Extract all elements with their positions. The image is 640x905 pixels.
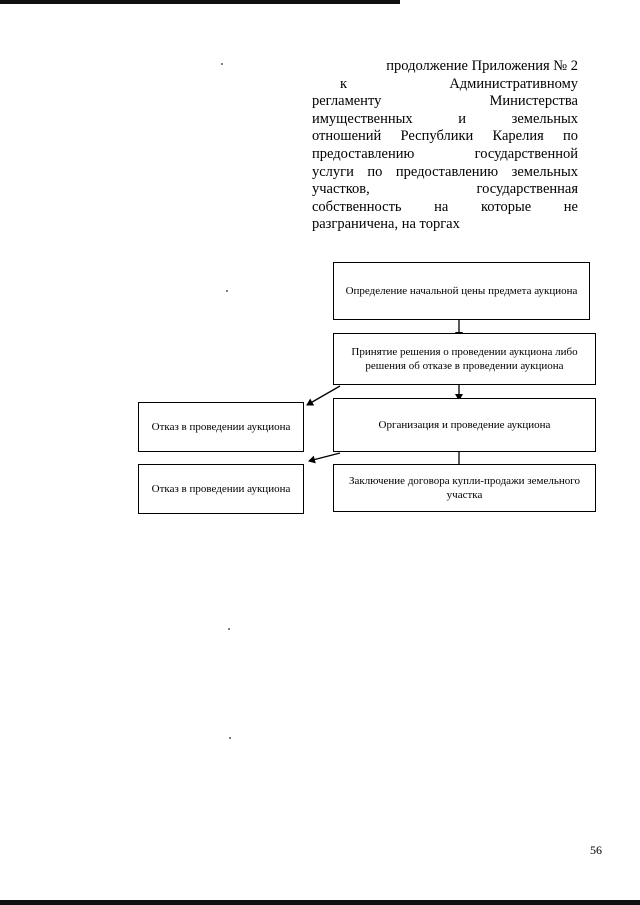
heading-line: продолжение Приложения № 2 [386, 58, 578, 74]
refusal-label: Отказ в проведении аукциона [151, 483, 291, 495]
step-label: Организация и проведение аукциона [378, 419, 551, 431]
step-conclude-contract [333, 464, 596, 512]
heading-line: имущественных и земельных [312, 110, 578, 127]
step-label: Принятие решения о проведении аукциона либо решения об отказе в проведении аукциона [351, 346, 578, 372]
step-label: Определение начальной цены предмета аукциона [345, 285, 578, 297]
heading-line: предоставлению государственной [312, 145, 578, 162]
heading-line: разграничена, на торгах [312, 216, 460, 233]
page-number: 56 [590, 843, 602, 857]
heading-line: отношений Республики Карелия по [312, 128, 578, 145]
heading-line: регламенту Министерства [312, 93, 578, 110]
heading-line: услуги по предоставлению земельных [312, 163, 578, 180]
heading-line: к Административному [340, 75, 578, 92]
refusal-box-2 [138, 464, 304, 514]
arrow-refusal-2 [309, 453, 340, 461]
heading-line: участков, государственная [312, 181, 578, 198]
step-label: Заключение договора купли-продажи земельного участка [348, 475, 581, 501]
step-determine-start-price [333, 262, 590, 320]
step-organize-auction [333, 398, 596, 452]
refusal-label: Отказ в проведении аукциона [151, 421, 291, 433]
step-decision-on-auction [333, 333, 596, 385]
refusal-box-1 [138, 402, 304, 452]
heading-line: собственность на которые не [312, 198, 578, 215]
